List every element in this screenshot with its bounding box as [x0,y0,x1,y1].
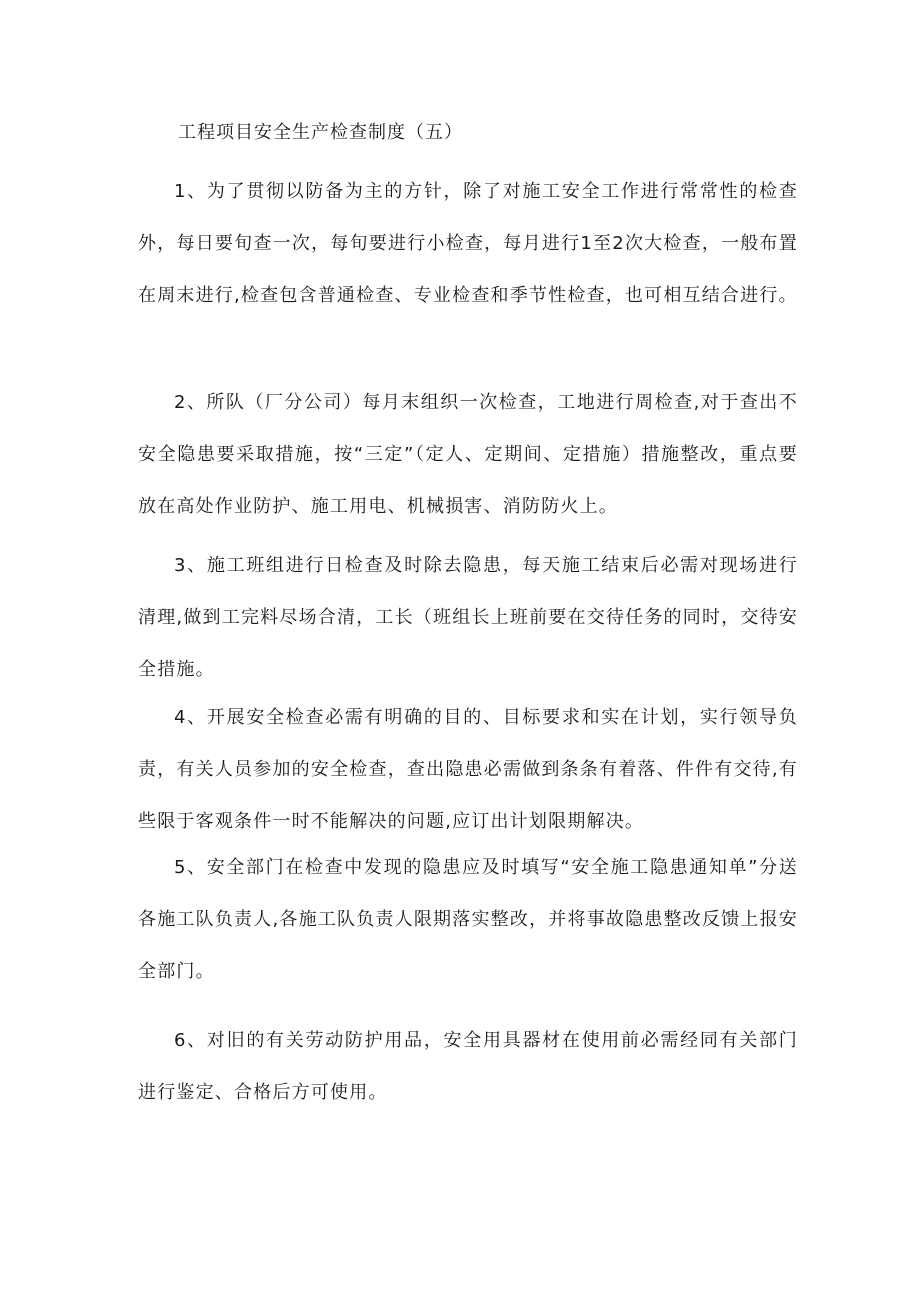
paragraph-5: 5、安全部门在检查中发现的隐患应及时填写“安全施工隐患通知单”分送各施工队负责人,各施工队负责人限期落实整改，并将事故隐患整改反馈上报安全部门。 [138,857,798,982]
paragraph-2: 2、所队（厂分公司）每月末组织一次检查，工地进行周检查,对于查出不安全隐患要采取措施，按“三定”（定人、定期间、定措施）措施整改，重点要放在高处作业防护、施工用电、机械损害、消防防火上。 [138,392,798,517]
paragraph-1: 1、为了贯彻以防备为主的方针，除了对施工安全工作进行常常性的检查外，每日要旬查一次，每旬要进行小检查，每月进行1至2次大检查，一般布置在周末进行,检查包含普通检查、专业检查和季节性检查，也可相互结合进行。 [138,181,798,306]
paragraph-4: 4、开展安全检查必需有明确的目的、目标要求和实在计划，实行领导负责，有关人员参加的安全检查，查出隐患必需做到条条有着落、件件有交待,有些限于客观条件一时不能解决的问题,应订出计划限期解决。 [138,707,798,832]
paragraph-3: 3、施工班组进行日检查及时除去隐患，每天施工结束后必需对现场进行清理,做到工完料尽场合清，工长（班组长上班前要在交待任务的同时，交待安全措施。 [138,555,798,680]
paragraph-6: 6、对旧的有关劳动防护用品，安全用具器材在使用前必需经同有关部门进行鉴定、合格后方可使用。 [138,1030,798,1103]
document-title: 工程项目安全生产检查制度（五） [178,122,463,143]
